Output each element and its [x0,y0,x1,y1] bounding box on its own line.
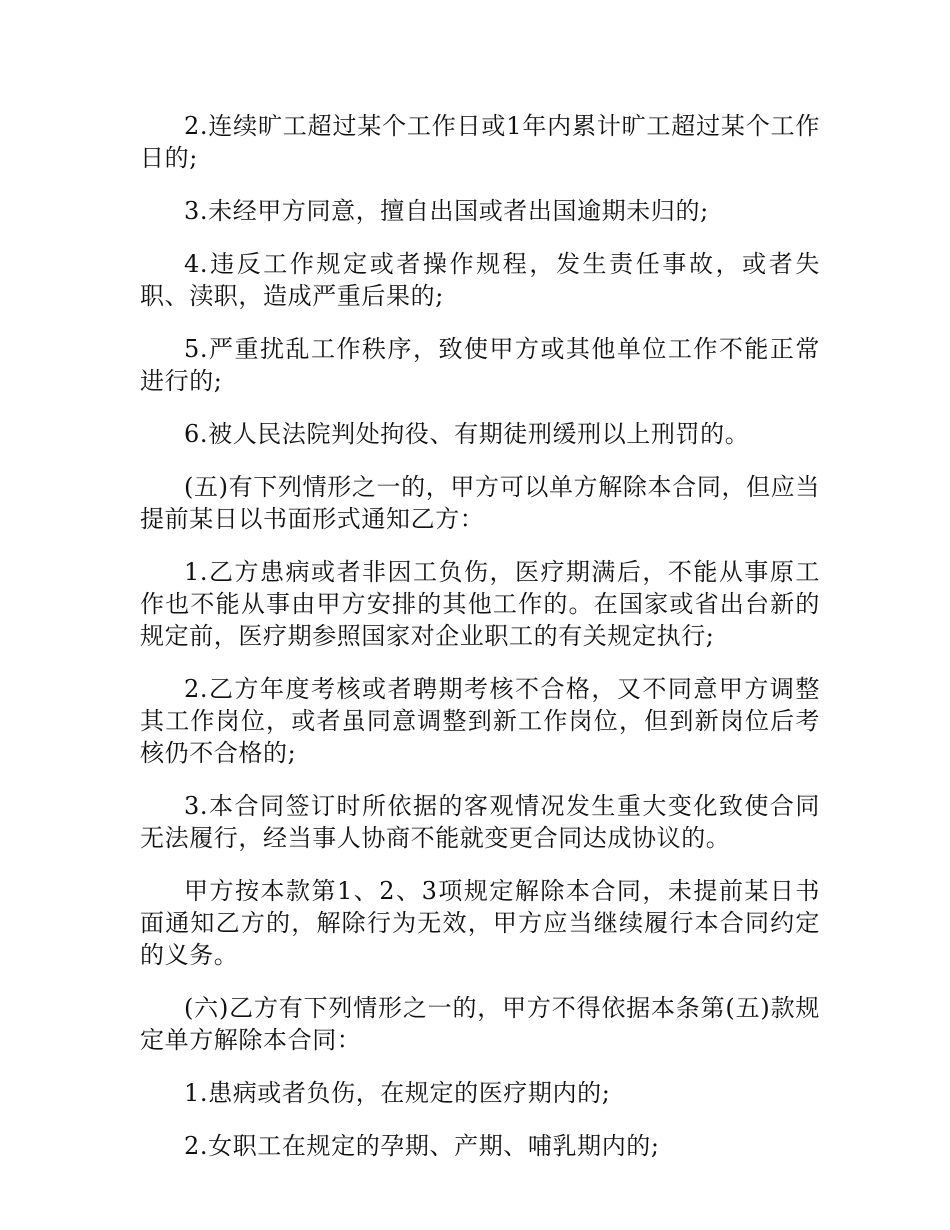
paragraph-item-3-unauthorized-abroad: 3.未经甲方同意，擅自出国或者出国逾期未归的; [184,197,709,225]
paragraph-section-5-item-1: 1.乙方患病或者非因工负伤，医疗期满后，不能从事原工作也不能从事由甲方安排的其他工作的。在国家或省出台新的规定前，医疗期参照国家对企业职工的有关规定执行; [140,558,820,650]
paragraph-section-5-heading: (五)有下列情形之一的，甲方可以单方解除本合同，但应当提前某日以书面形式通知乙方： [140,473,820,533]
paragraph-item-6-criminal: 6.被人民法院判处拘役、有期徒刑缓刑以上刑罚的。 [184,420,750,448]
paragraph-section-5-item-3: 3.本合同签订时所依据的客观情况发生重大变化致使合同无法履行，经当事人协商不能就变更合同达成协议的。 [140,792,820,852]
paragraph-section-6-heading: (六)乙方有下列情形之一的，甲方不得依据本条第(五)款规定单方解除本合同： [140,994,820,1054]
document-page [140,110,820,1183]
paragraph-section-6-item-2: 2.女职工在规定的孕期、产期、哺乳期内的; [184,1132,660,1160]
paragraph-section-5-item-2: 2.乙方年度考核或者聘期考核不合格，又不同意甲方调整其工作岗位，或者虽同意调整到新工作岗位，但到新岗位后考核仍不合格的; [140,675,820,767]
paragraph-section-5-note: 甲方按本款第1、2、3项规定解除本合同，未提前某日书面通知乙方的，解除行为无效，甲方应当继续履行本合同约定的义务。 [140,877,820,969]
paragraph-item-2-absenteeism: 2.连续旷工超过某个工作日或1年内累计旷工超过某个工作日的; [140,112,820,172]
paragraph-section-6-item-1: 1.患病或者负伤，在规定的医疗期内的; [184,1079,611,1107]
paragraph-item-5-disruption: 5.严重扰乱工作秩序，致使甲方或其他单位工作不能正常进行的; [140,335,820,395]
paragraph-item-4-violation: 4.违反工作规定或者操作规程，发生责任事故，或者失职、渎职，造成严重后果的; [140,250,820,310]
